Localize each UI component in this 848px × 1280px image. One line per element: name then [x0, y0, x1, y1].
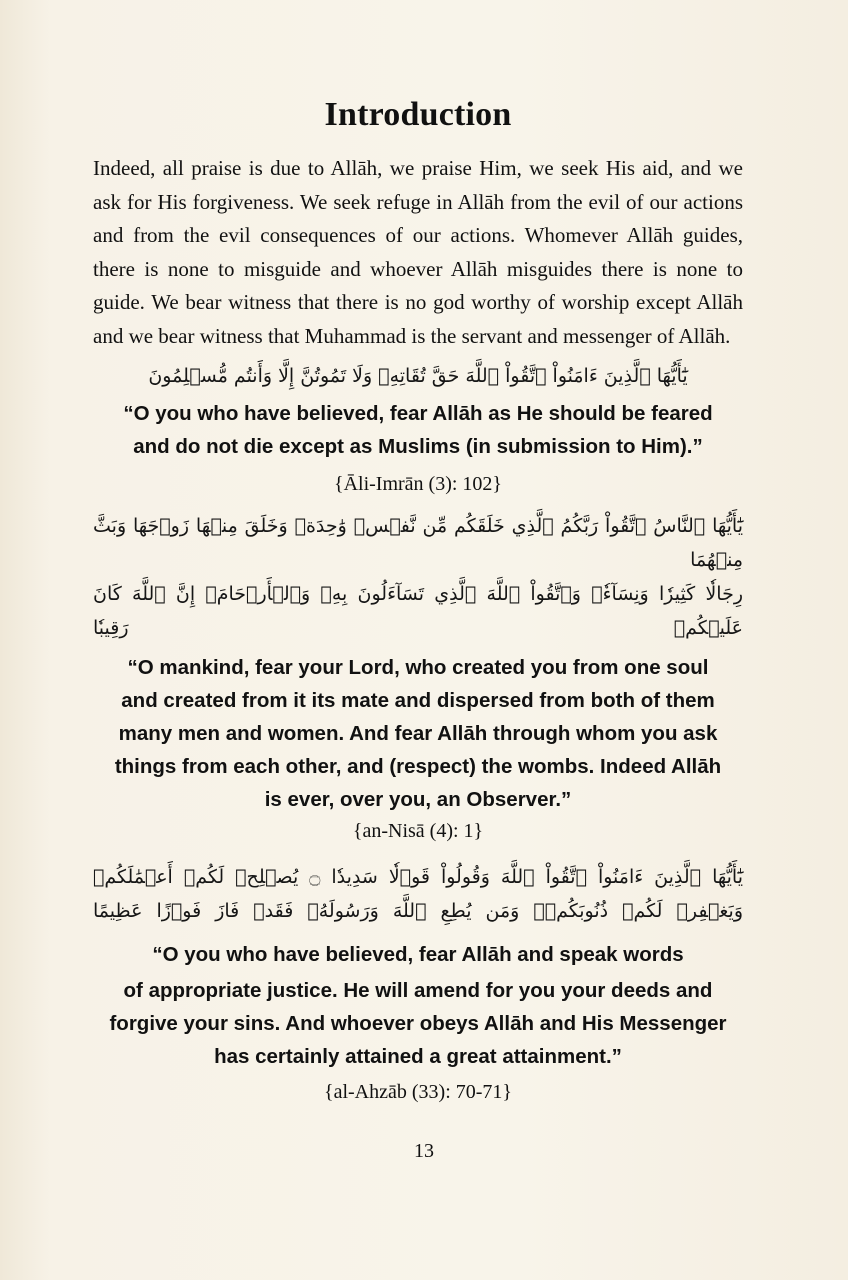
verse-reference: {al-Ahzāb (33): 70-71} [323, 1081, 513, 1103]
arabic-verse-line: رِجَالٗا كَثِيرٗا وَنِسَآءٗۚ وَٱتَّقُواْ ٱللَّهَ ٱلَّذِي تَسَآءَلُونَ بِهِۦ وَٱلۡأَرۡحَامَۚ إِنَّ ٱللَّهَ كَانَ عَلَيۡكُمۡ رَقِيبٗا [93, 583, 743, 639]
verse-block [93, 509, 743, 846]
verse-translation-line: many men and women. And fear Allāh through whom you ask [118, 722, 718, 745]
verse-reference: {Āli-Imrān (3): 102} [333, 473, 503, 495]
verse-translation-line: “O mankind, fear your Lord, who created you from one soul [127, 656, 709, 679]
verse-translation-line: and do not die except as Muslims (in submission to Him).” [133, 435, 703, 458]
arabic-verse-line: وَيَغۡفِرۡ لَكُمۡ ذُنُوبَكُمۡۗ وَمَن يُطِعِ ٱللَّهَ وَرَسُولَهُۥ فَقَدۡ فَازَ فَوۡزًا عَظِيمًا [93, 900, 743, 922]
verse-translation-line: forgive your sins. And whoever obeys Allāh and His Messenger [109, 1012, 727, 1035]
verse-translation-line: of appropriate justice. He will amend for you your deeds and [123, 979, 713, 1002]
verse-block [93, 359, 743, 499]
verse-translation-line: “O you who have believed, fear Allāh as He should be feared [123, 402, 713, 425]
verse-reference: {an-Nisā (4): 1} [352, 820, 484, 842]
verse-translation-line: things from each other, and (respect) the wombs. Indeed Allāh [114, 755, 722, 778]
verse-translation-line: and created from it its mate and dispersed from both of them [121, 689, 715, 712]
intro-paragraph: Indeed, all praise is due to Allāh, we praise Him, we seek His aid, and we ask for His forgiveness. We seek refuge in Allāh from the evil of our actions and from the evil consequences of our actions. Whomever Allāh guides, there is none to misguide and whoever Allāh misguides there is none to guide. We bear witness that there is no god worthy of worship except Allāh and we bear witness that Muhammad is the servant and messenger of Allāh. [93, 156, 743, 348]
arabic-verse-line: يَٰٓأَيُّهَا ٱلنَّاسُ ٱتَّقُواْ رَبَّكُمُ ٱلَّذِي خَلَقَكُم مِّن نَّفۡسٖ وَٰحِدَةٖ وَخَلَقَ مِنۡهَا زَوۡجَهَا وَبَثَّ مِنۡهُمَا [93, 515, 743, 571]
page-content [93, 92, 743, 1107]
page-title: Introduction [324, 96, 512, 133]
arabic-verse-line: يَٰٓأَيُّهَا ٱلَّذِينَ ءَامَنُواْ ٱتَّقُواْ ٱللَّهَ حَقَّ تُقَاتِهِۦ وَلَا تَمُوتُنَّ إِلَّا وَأَنتُم مُّسۡلِمُونَ [148, 365, 688, 387]
arabic-verse-line: يَٰٓأَيُّهَا ٱلَّذِينَ ءَامَنُواْ ٱتَّقُواْ ٱللَّهَ وَقُولُواْ قَوۡلٗا سَدِيدٗا ۝ يُصۡلِحۡ لَكُمۡ أَعۡمَٰلَكُمۡ [93, 866, 743, 888]
verse-translation-line: “O you who have believed, fear Allāh and speak words [152, 943, 684, 966]
page-number: 13 [414, 1140, 434, 1162]
verse-block [93, 860, 743, 1107]
verse-translation-line: is ever, over you, an Observer.” [264, 788, 572, 811]
verse-translation-line: has certainly attained a great attainment.” [214, 1045, 622, 1068]
